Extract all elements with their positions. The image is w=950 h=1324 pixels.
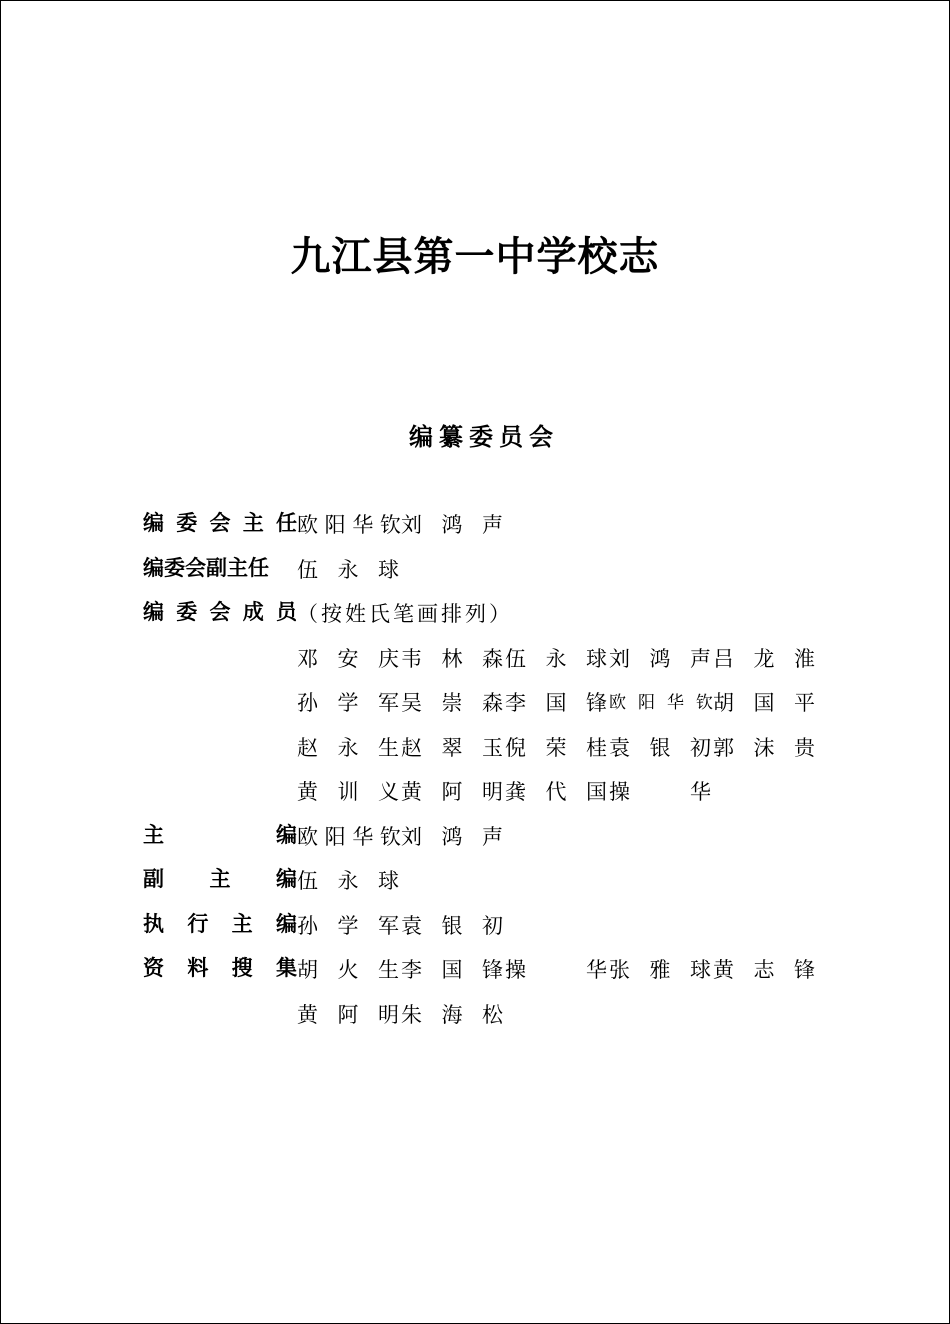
member-list	[297, 904, 833, 949]
member-name: 黄志锋	[713, 958, 817, 982]
member-name: 黄阿明	[297, 1002, 401, 1027]
book-title: 九江县第一中学校志	[290, 233, 660, 280]
member-name: 欧阳华钦	[297, 824, 401, 849]
role-label: 编委会副主任	[143, 555, 269, 580]
roster-row	[143, 948, 833, 1037]
roster-row	[143, 503, 833, 548]
member-name: 赵永生	[297, 735, 401, 760]
member-name: 刘鸿声	[401, 513, 505, 537]
member-name: 操 华	[609, 780, 713, 804]
committee-heading: 编纂委员会	[409, 423, 559, 451]
member-name: 伍永球	[505, 646, 609, 671]
member-name: 龚代国	[505, 780, 609, 804]
member-line	[297, 904, 833, 949]
member-name: 朱海松	[401, 1002, 505, 1027]
member-name: 倪荣桂	[505, 735, 609, 760]
member-name: 操 华	[505, 958, 609, 982]
roster-row	[143, 592, 833, 815]
member-name: 孙学军	[297, 691, 401, 715]
committee-roster	[143, 503, 833, 1037]
member-name: 孙学军	[297, 913, 401, 938]
role-label: 资料搜集	[143, 956, 297, 980]
member-line	[297, 637, 833, 682]
member-name: 吴崇森	[401, 691, 505, 715]
member-list	[297, 815, 833, 860]
roster-row	[143, 904, 833, 949]
member-line	[297, 859, 833, 904]
member-name: 欧阳华钦	[609, 693, 713, 713]
role-label: 执行主编	[143, 911, 297, 936]
member-line	[297, 948, 833, 993]
role-label: 副 主 编	[143, 867, 297, 891]
member-name: 韦林森	[401, 646, 505, 671]
member-list	[297, 548, 833, 593]
member-line	[297, 993, 833, 1038]
member-name: 李国锋	[505, 691, 609, 715]
member-name: 欧阳华钦	[297, 513, 401, 537]
member-line	[297, 726, 833, 771]
member-line	[297, 503, 833, 548]
role-label: 编委会成员	[143, 600, 297, 624]
roster-row	[143, 859, 833, 904]
member-name: 郭沫贵	[713, 735, 817, 760]
member-list	[297, 592, 833, 815]
member-name: 赵翠玉	[401, 735, 505, 760]
member-name: 黄训义	[297, 780, 401, 804]
member-line	[297, 548, 833, 593]
member-name: 伍永球	[297, 557, 401, 582]
roster-row	[143, 548, 833, 593]
member-list	[297, 503, 833, 548]
member-name: 袁银初	[609, 735, 713, 760]
member-list	[297, 859, 833, 904]
member-name: 刘鸿声	[609, 646, 713, 671]
member-name: 吕龙淮	[713, 646, 817, 671]
member-list	[297, 948, 833, 1037]
role-label: 编委会主任	[143, 511, 297, 535]
roster-row	[143, 815, 833, 860]
member-name: 胡火生	[297, 958, 401, 982]
member-name: 邓安庆	[297, 646, 401, 671]
member-name: 伍永球	[297, 869, 401, 893]
member-name: 李国锋	[401, 958, 505, 982]
member-name: 黄阿明	[401, 780, 505, 804]
ordering-note: （按姓氏笔画排列）	[297, 602, 513, 626]
member-line	[297, 681, 833, 726]
role-label: 主 编	[143, 822, 297, 847]
member-line	[297, 770, 833, 815]
member-line	[297, 815, 833, 860]
member-name: 张雅球	[609, 958, 713, 982]
member-name: 刘鸿声	[401, 824, 505, 849]
member-name: 袁银初	[401, 913, 505, 938]
member-name: 胡国平	[713, 691, 817, 715]
